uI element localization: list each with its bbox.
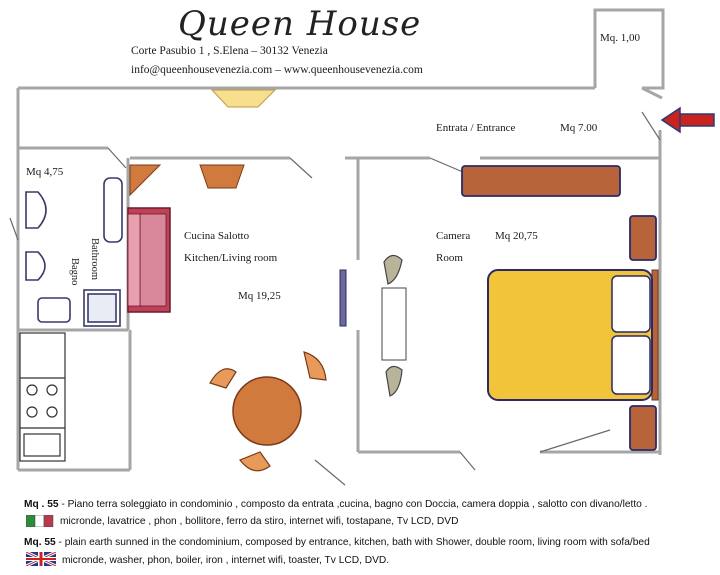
description-it-text: - Piano terra soleggiato in condominio , composto da entrata ,cucina, bagno con Doccia, camera doppia , salotto con divano/letto .	[58, 499, 648, 510]
wall-storage	[595, 10, 663, 88]
description-en	[24, 537, 650, 548]
radiator-icon	[340, 270, 346, 326]
amenities-it: micronde, lavatrice , phon , bollitore, ferro da stiro, internet wifi, tostapane, Tv LCD, DVD	[60, 516, 459, 527]
bedroom-area-label: Mq 20,75	[495, 230, 538, 242]
double-bed	[488, 270, 652, 400]
amenities-en: micronde, washer, phon, boiler, iron , internet wifi, toaster, Tv LCD, DVD.	[62, 555, 390, 566]
description-en-area: Mq. 55	[24, 537, 56, 548]
balcony-door-right	[540, 430, 610, 452]
italian-flag-icon	[26, 515, 54, 527]
bidet-icon	[26, 252, 45, 280]
bedroom-label-it: Camera	[436, 230, 471, 242]
bathroom-fixtures	[26, 178, 122, 326]
storage-area-label: Mq. 1,00	[600, 32, 641, 44]
chair-icon	[386, 366, 402, 396]
nightstand-bottom	[630, 406, 656, 450]
bath-area-label: Mq 4,75	[26, 166, 64, 178]
balcony-door-left	[460, 452, 475, 470]
nightstand-top	[630, 216, 656, 260]
address-line: Corte Pasubio 1 , S.Elena – 30132 Venezia	[131, 45, 328, 57]
kitchen-label-en: Kitchen/Living room	[184, 252, 278, 264]
wardrobe	[462, 166, 620, 196]
sofa-bed	[128, 208, 170, 312]
bedroom-label-en: Room	[436, 252, 463, 264]
corner-cabinet	[130, 165, 160, 195]
uk-flag-icon	[26, 552, 56, 566]
bedroom-chairs	[382, 255, 406, 396]
stove-burner-icon	[47, 385, 57, 395]
bath-label-it: Bagno	[69, 258, 80, 286]
kitchen-door	[290, 158, 312, 178]
entrance-area-label: Mq 7.00	[560, 122, 598, 134]
entrance-label: Entrata / Entrance	[436, 122, 516, 134]
kitchen-counter	[20, 333, 65, 461]
kitchen-label-it: Cucina Salotto	[184, 230, 250, 242]
kitchen-area-label: Mq 19,25	[238, 290, 281, 302]
ceiling-lamp	[212, 90, 275, 107]
toilet-icon	[26, 192, 46, 228]
desk-icon	[382, 288, 406, 360]
chair-icon	[304, 352, 326, 380]
bath-label-en: Bathroom	[89, 238, 100, 280]
entrance-arrow-icon	[662, 108, 714, 132]
kitchen-window-door	[315, 460, 345, 485]
side-table	[200, 165, 244, 188]
description-it-area: Mq . 55	[24, 499, 59, 510]
stove-burner-icon	[47, 407, 57, 417]
dining-table	[210, 352, 326, 471]
entrance-door	[642, 112, 660, 140]
chair-icon	[384, 255, 402, 284]
stove-burner-icon	[27, 407, 37, 417]
stove-burner-icon	[27, 385, 37, 395]
chair-icon	[240, 452, 270, 471]
sink-icon	[38, 298, 70, 322]
description-it	[24, 499, 648, 510]
bath-door	[108, 148, 126, 168]
chair-icon	[210, 369, 236, 388]
brand-title: Queen House	[178, 4, 422, 44]
description-en-text: - plain earth sunned in the condominium, composed by entrance, kitchen, bath with Shower, double room, living room with sofa/bed	[55, 537, 650, 548]
pillow-icon	[612, 336, 650, 394]
contact-line: info@queenhousevenezia.com – www.queenhousevenezia.com	[131, 64, 423, 76]
kitchen-sink-icon	[24, 434, 60, 456]
washer-inner-icon	[88, 294, 116, 322]
pillow-icon	[612, 276, 650, 332]
shower-tray-icon	[104, 178, 122, 242]
